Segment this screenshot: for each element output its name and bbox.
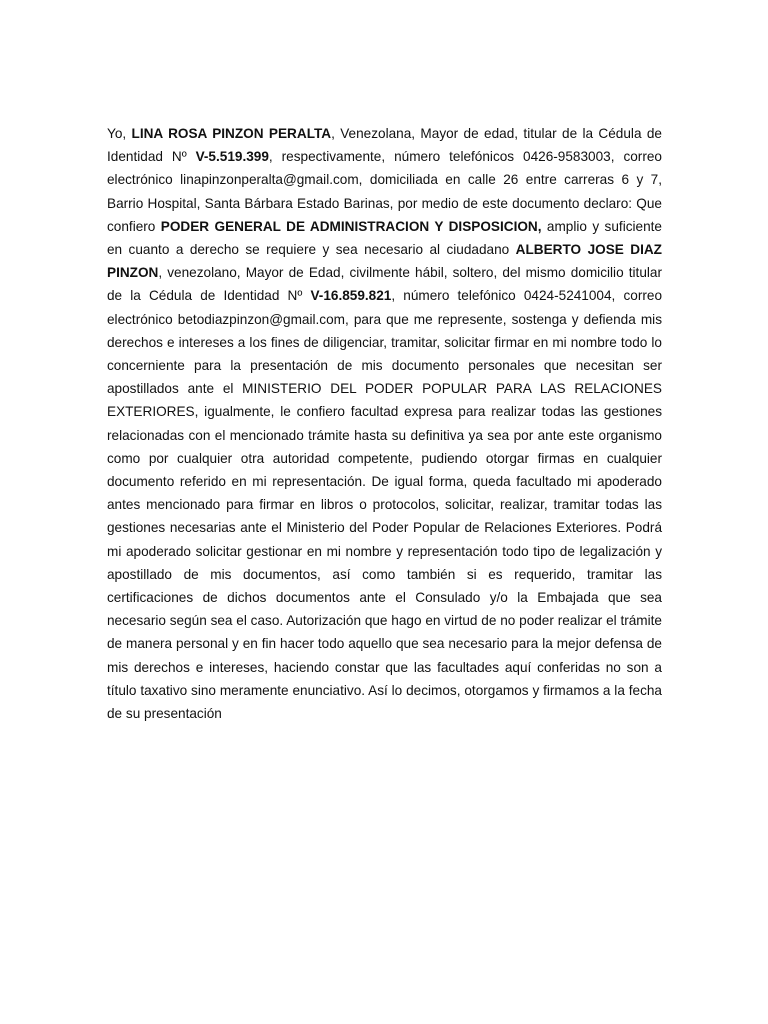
- text-segment: , número telefónico 0424-5241004, correo electrónico betodiazpinzon@gmail.com, para que me represente, sostenga y defienda mis derechos e intereses a los fines de diligenciar, tramitar, solicitar firmar en mi nombre todo lo concerniente para la presentación de mis documento personales que necesitan ser apostillados ante el MINISTERIO DEL PODER POPULAR PARA LAS RELACIONES EXTERIORES, igualmente, le confiero facultad expresa para realizar todas las gestiones relacionadas con el mencionado trámite hasta su definitiva ya sea por ante este organismo como por cualquier otra autoridad competente, pudiendo otorgar firmas en cualquier documento referido en mi representación. De igual forma, queda facultado mi apoderado antes mencionado para firmar en libros o protocolos, solicitar, realizar, tramitar todas las gestiones necesarias ante el Ministerio del Poder Popular de Relaciones Exteriores. Podrá mi apoderado solicitar gestionar en mi nombre y representación todo tipo de legalización y apostillado de mis documentos, así como también si es requerido, tramitar las certificaciones de dichos documentos ante el Consulado y/o la Embajada que sea necesario según sea el caso. Autorización que hago en virtud de no poder realizar el trámite de manera personal y en fin hacer todo aquello que sea necesario para la mejor defensa de mis derechos e intereses, haciendo constar que las facultades aquí conferidas no son a título taxativo sino meramente enunciativo. Así lo decimos, otorgamos y firmamos a la fecha de su presentación: [107, 288, 663, 722]
- power-type: PODER GENERAL DE ADMINISTRACION Y DISPOSICION,: [160, 218, 542, 234]
- attorney-id-number: V-16.859.821: [310, 288, 392, 304]
- text-segment: amplio y suficiente en cuanto a derecho se requiere y sea necesario al ciudadano: [107, 218, 662, 258]
- text-segment: , Venezolana, Mayor de edad, titular de la Cédula de Identidad Nº: [107, 126, 662, 165]
- text-segment: , venezolano, Mayor de Edad, civilmente hábil, soltero, del mismo domicilio titular de la Cédula de Identidad Nº: [107, 265, 662, 304]
- text-segment: , respectivamente, número telefónicos 0426-9583003, correo electrónico linapinzonperalta@gmail.com, domiciliada en calle 26 entre carreras 6 y 7, Barrio Hospital, Santa Bárbara Estado Barinas, por medio de este documento declaro: Que confiero: [107, 149, 662, 234]
- grantor-id-number: V-5.519.399: [195, 149, 269, 165]
- attorney-name: ALBERTO JOSE DIAZ PINZON: [107, 242, 662, 281]
- power-of-attorney-paragraph: [107, 122, 662, 725]
- text-segment: Yo,: [107, 126, 132, 141]
- grantor-name: LINA ROSA PINZON PERALTA: [131, 126, 332, 141]
